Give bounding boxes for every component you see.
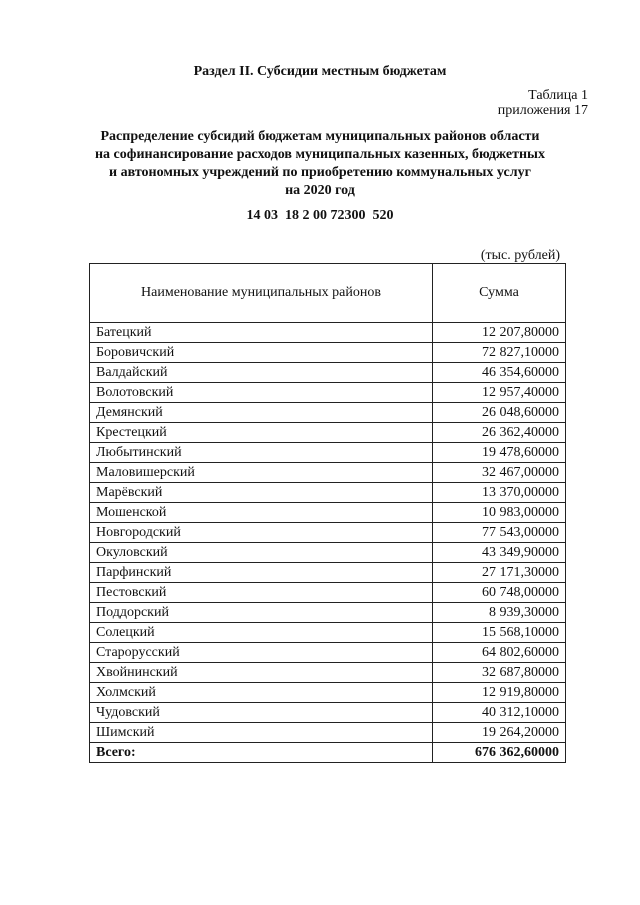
district-name-cell: Маловишерский xyxy=(90,463,433,483)
table-row xyxy=(90,403,566,423)
amount-cell: 26 362,40000 xyxy=(433,423,566,443)
table-row xyxy=(90,523,566,543)
amount-cell: 8 939,30000 xyxy=(433,603,566,623)
amount-cell: 72 827,10000 xyxy=(433,343,566,363)
district-name-cell: Любытинский xyxy=(90,443,433,463)
table-row xyxy=(90,363,566,383)
amount-cell: 27 171,30000 xyxy=(433,563,566,583)
amount-cell: 10 983,00000 xyxy=(433,503,566,523)
district-name-cell: Солецкий xyxy=(90,623,433,643)
appendix-number: приложения 17 xyxy=(497,103,588,118)
amount-cell: 64 802,60000 xyxy=(433,643,566,663)
district-name-cell: Пестовский xyxy=(90,583,433,603)
table-row xyxy=(90,623,566,643)
amount-cell: 19 478,60000 xyxy=(433,443,566,463)
total-amount: 676 362,60000 xyxy=(433,743,566,763)
amount-cell: 43 349,90000 xyxy=(433,543,566,563)
amount-cell: 46 354,60000 xyxy=(433,363,566,383)
district-name-cell: Окуловский xyxy=(90,543,433,563)
table-row xyxy=(90,383,566,403)
amount-cell: 12 957,40000 xyxy=(433,383,566,403)
title-line-4: на 2020 год xyxy=(285,183,355,198)
title-line-2: на софинансирование расходов муниципальных казенных, бюджетных xyxy=(94,147,545,162)
district-name-cell: Демянский xyxy=(90,403,433,423)
district-name-cell: Холмский xyxy=(90,683,433,703)
amount-cell: 32 687,80000 xyxy=(433,663,566,683)
amount-cell: 26 048,60000 xyxy=(433,403,566,423)
header-district-name: Наименование муниципальных районов xyxy=(90,264,433,323)
table-number: Таблица 1 xyxy=(528,88,588,103)
table-row xyxy=(90,563,566,583)
district-name-cell: Крестецкий xyxy=(90,423,433,443)
table-row xyxy=(90,323,566,343)
district-name-cell: Чудовский xyxy=(90,703,433,723)
amount-cell: 19 264,20000 xyxy=(433,723,566,743)
table-row xyxy=(90,723,566,743)
table-reference xyxy=(498,88,588,118)
table-row xyxy=(90,343,566,363)
table-row xyxy=(90,503,566,523)
subsidy-table xyxy=(89,263,566,763)
amount-cell: 12 919,80000 xyxy=(433,683,566,703)
table-row xyxy=(90,463,566,483)
title-line-3: и автономных учреждений по приобретению коммунальных услуг xyxy=(109,165,531,180)
total-row xyxy=(90,743,566,763)
amount-cell: 60 748,00000 xyxy=(433,583,566,603)
district-name-cell: Хвойнинский xyxy=(90,663,433,683)
table-row xyxy=(90,583,566,603)
table-row xyxy=(90,603,566,623)
district-name-cell: Парфинский xyxy=(90,563,433,583)
district-name-cell: Новгородский xyxy=(90,523,433,543)
table-row xyxy=(90,683,566,703)
district-name-cell: Батецкий xyxy=(90,323,433,343)
table-row xyxy=(90,643,566,663)
section-title: Раздел II. Субсидии местным бюджетам xyxy=(193,64,447,79)
total-label: Всего: xyxy=(90,743,433,763)
district-name-cell: Мошенской xyxy=(90,503,433,523)
amount-cell: 77 543,00000 xyxy=(433,523,566,543)
amount-cell: 15 568,10000 xyxy=(433,623,566,643)
table-row xyxy=(90,443,566,463)
title-line-1: Распределение субсидий бюджетам муниципальных районов области xyxy=(100,129,540,144)
table-header-row xyxy=(90,264,566,323)
district-name-cell: Марёвский xyxy=(90,483,433,503)
document-title xyxy=(60,128,580,200)
amount-cell: 40 312,10000 xyxy=(433,703,566,723)
table-row xyxy=(90,703,566,723)
district-name-cell: Шимский xyxy=(90,723,433,743)
district-name-cell: Валдайский xyxy=(90,363,433,383)
table-body xyxy=(90,323,566,763)
header-amount: Сумма xyxy=(433,264,566,323)
table-row xyxy=(90,543,566,563)
table-row xyxy=(90,423,566,443)
units-label: (тыс. рублей) xyxy=(480,248,560,263)
budget-classification-code: 14 03 18 2 00 72300 520 xyxy=(246,208,394,223)
table-row xyxy=(90,483,566,503)
district-name-cell: Боровичский xyxy=(90,343,433,363)
amount-cell: 32 467,00000 xyxy=(433,463,566,483)
district-name-cell: Волотовский xyxy=(90,383,433,403)
table-row xyxy=(90,663,566,683)
district-name-cell: Поддорский xyxy=(90,603,433,623)
district-name-cell: Старорусский xyxy=(90,643,433,663)
amount-cell: 12 207,80000 xyxy=(433,323,566,343)
amount-cell: 13 370,00000 xyxy=(433,483,566,503)
